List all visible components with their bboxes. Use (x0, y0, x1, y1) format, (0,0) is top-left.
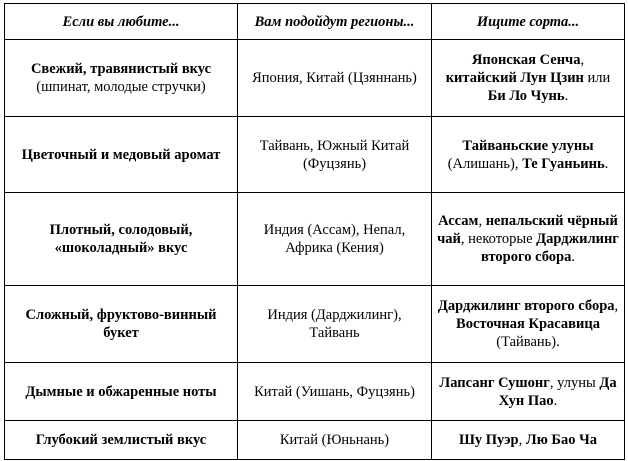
table-row (5, 40, 625, 117)
tea-sort-name: Дарджилинг второго сбора (481, 231, 619, 265)
tea-sort-name: Тайваньские улуны (462, 137, 594, 154)
preference-note: (шпинат, молодые стручки) (36, 79, 206, 95)
preference-cell (5, 117, 238, 193)
tea-sort-name: Шу Пуэр (458, 432, 519, 448)
regions-cell: Япония, Китай (Цзяннань) (238, 40, 432, 117)
sorts-text: . (553, 392, 558, 409)
regions-cell: Китай (Уишань, Фуцзянь) (238, 363, 432, 421)
preference-text: Свежий, травянистый вкус (30, 61, 212, 77)
tea-sort-name: Ассам (438, 213, 479, 229)
tea-sort-name: Би Ло Чунь (487, 88, 565, 104)
tea-sort-name: Те Гуаньинь (522, 155, 605, 172)
preference-cell (5, 421, 238, 460)
sorts-text: , (580, 52, 585, 68)
table-row (5, 193, 625, 286)
table-row (5, 117, 625, 193)
sorts-cell (432, 363, 625, 421)
tea-sort-name: Восточная Красавица (456, 316, 600, 332)
tea-sort-name: китайский Лун Цзин (445, 70, 584, 86)
regions-cell: Тайвань, Южный Китай (Фуцзянь) (238, 117, 432, 193)
preference-cell (5, 40, 238, 117)
tea-sort-name: Лапсанг Сушонг (439, 374, 550, 391)
tea-sort-name: Лю Бао Ча (525, 432, 598, 448)
header-preference: Если вы любите... (5, 4, 238, 40)
preference-text: Глубокий землистый вкус (35, 432, 207, 448)
tea-sort-name: Японская Сенча (471, 52, 581, 68)
sorts-text: , (518, 432, 526, 448)
sorts-text: , (478, 213, 486, 229)
preference-text: Дымные и обжаренные ноты (25, 383, 217, 400)
tea-sort-name: Дарджилинг второго сбора (437, 298, 615, 314)
table-row (5, 286, 625, 363)
sorts-text: , некоторые (460, 231, 537, 247)
sorts-text: (Тайвань). (496, 334, 560, 350)
preference-cell (5, 286, 238, 363)
preference-text: Сложный, фруктово-винный букет (25, 307, 217, 341)
regions-cell: Индия (Ассам), Непал, Африка (Кения) (238, 193, 432, 286)
table-row (5, 421, 625, 460)
table-row (5, 363, 625, 421)
tea-preference-table (4, 3, 625, 460)
header-sorts: Ищите сорта... (432, 4, 625, 40)
tea-sort-name: Да Хун Пао (498, 374, 617, 409)
sorts-text: . (564, 88, 569, 104)
sorts-text: (Алишань), (447, 155, 523, 172)
preference-text: Цветочный и медовый аромат (21, 146, 221, 163)
sorts-text: , улуны (549, 374, 600, 391)
sorts-text: . (604, 155, 609, 172)
sorts-text: , (614, 298, 619, 314)
sorts-text: . (571, 249, 575, 265)
preference-cell (5, 363, 238, 421)
preference-text: Плотный, солодовый, «шоколадный» вкус (49, 222, 193, 256)
sorts-cell (432, 193, 625, 286)
sorts-cell (432, 40, 625, 117)
sorts-cell (432, 117, 625, 193)
sorts-text: или (583, 70, 611, 86)
tea-sort-name: непальский чёрный чай (437, 213, 618, 247)
regions-cell: Китай (Юньнань) (238, 421, 432, 460)
regions-cell: Индия (Дарджилинг), Тайвань (238, 286, 432, 363)
sorts-cell (432, 286, 625, 363)
sorts-cell (432, 421, 625, 460)
preference-cell (5, 193, 238, 286)
table-header-row (5, 4, 625, 40)
header-regions: Вам подойдут регионы... (238, 4, 432, 40)
